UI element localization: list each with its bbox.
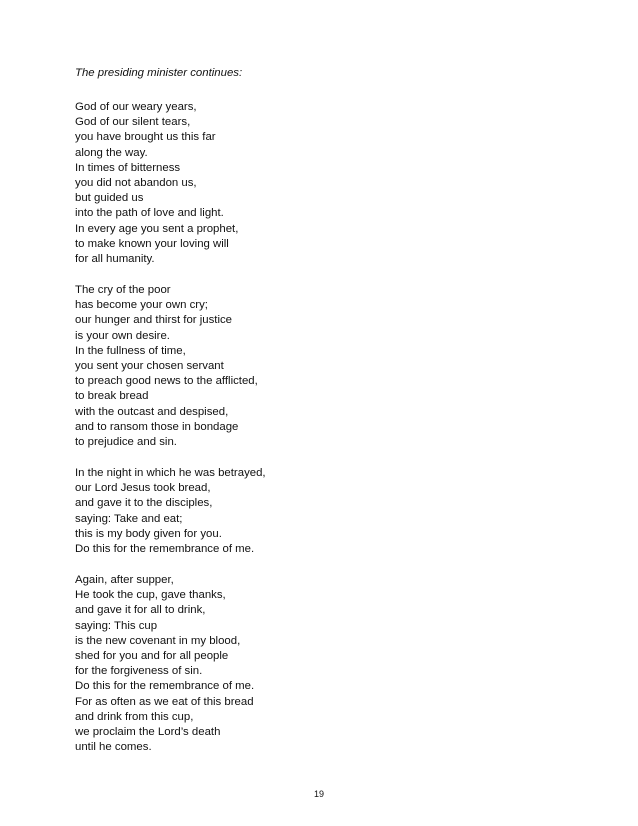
prayer-line: but guided us <box>75 192 144 205</box>
prayer-line: is your own desire. <box>75 329 170 342</box>
rubric-instruction: The presiding minister continues: <box>75 67 243 79</box>
prayer-line: to make known your loving will <box>75 237 229 250</box>
prayer-line: our hunger and thirst for justice <box>75 314 233 327</box>
prayer-line: for the forgiveness of sin. <box>75 665 203 678</box>
prayer-line: for all humanity. <box>75 252 155 265</box>
prayer-line: this is my body given for you. <box>75 527 222 540</box>
prayer-line: into the path of love and light. <box>75 207 224 220</box>
prayer-line: you sent your chosen servant <box>75 359 224 372</box>
prayer-line: Do this for the remembrance of me. <box>75 542 255 555</box>
prayer-line: saying: This cup <box>75 619 158 632</box>
prayer-stanza <box>75 466 266 557</box>
prayer-line: along the way. <box>75 146 148 159</box>
prayer-line: and drink from this cup, <box>75 710 194 723</box>
prayer-stanza <box>75 100 238 267</box>
prayer-line: saying: Take and eat; <box>75 512 183 525</box>
prayer-line: God of our weary years, <box>75 101 197 113</box>
prayer-line: Do this for the remembrance of me. <box>75 680 255 693</box>
prayer-line: In times of bitterness <box>75 161 181 174</box>
prayer-line: In every age you sent a prophet, <box>75 222 239 235</box>
prayer-stanza <box>75 573 254 755</box>
prayer-line: until he comes. <box>75 741 152 754</box>
prayer-line: to break bread <box>75 390 149 403</box>
prayer-line: and gave it for all to drink, <box>75 604 206 617</box>
page-number: 19 <box>313 789 324 799</box>
prayer-line: we proclaim the Lord’s death <box>75 725 221 738</box>
prayer-line: Again, after supper, <box>75 574 174 586</box>
prayer-line: In the night in which he was betrayed, <box>75 467 266 479</box>
prayer-line: and gave it to the disciples, <box>75 497 213 510</box>
prayer-line: is the new covenant in my blood, <box>75 634 241 647</box>
prayer-line: has become your own cry; <box>75 299 208 312</box>
prayer-line: with the outcast and despised, <box>75 405 229 418</box>
prayer-line: shed for you and for all people <box>75 649 229 662</box>
prayer-line: you have brought us this far <box>75 131 216 144</box>
prayer-line: to prejudice and sin. <box>75 435 177 448</box>
prayer-line: you did not abandon us, <box>75 176 197 189</box>
prayer-line: and to ransom those in bondage <box>75 420 239 433</box>
prayer-line: to preach good news to the afflicted, <box>75 375 258 388</box>
prayer-line: our Lord Jesus took bread, <box>75 482 211 495</box>
prayer-stanza <box>75 283 258 450</box>
prayer-line: In the fullness of time, <box>75 344 186 357</box>
prayer-line: For as often as we eat of this bread <box>75 695 254 708</box>
prayer-line: He took the cup, gave thanks, <box>75 589 226 602</box>
prayer-line: The cry of the poor <box>75 284 171 296</box>
prayer-line: God of our silent tears, <box>75 116 191 129</box>
